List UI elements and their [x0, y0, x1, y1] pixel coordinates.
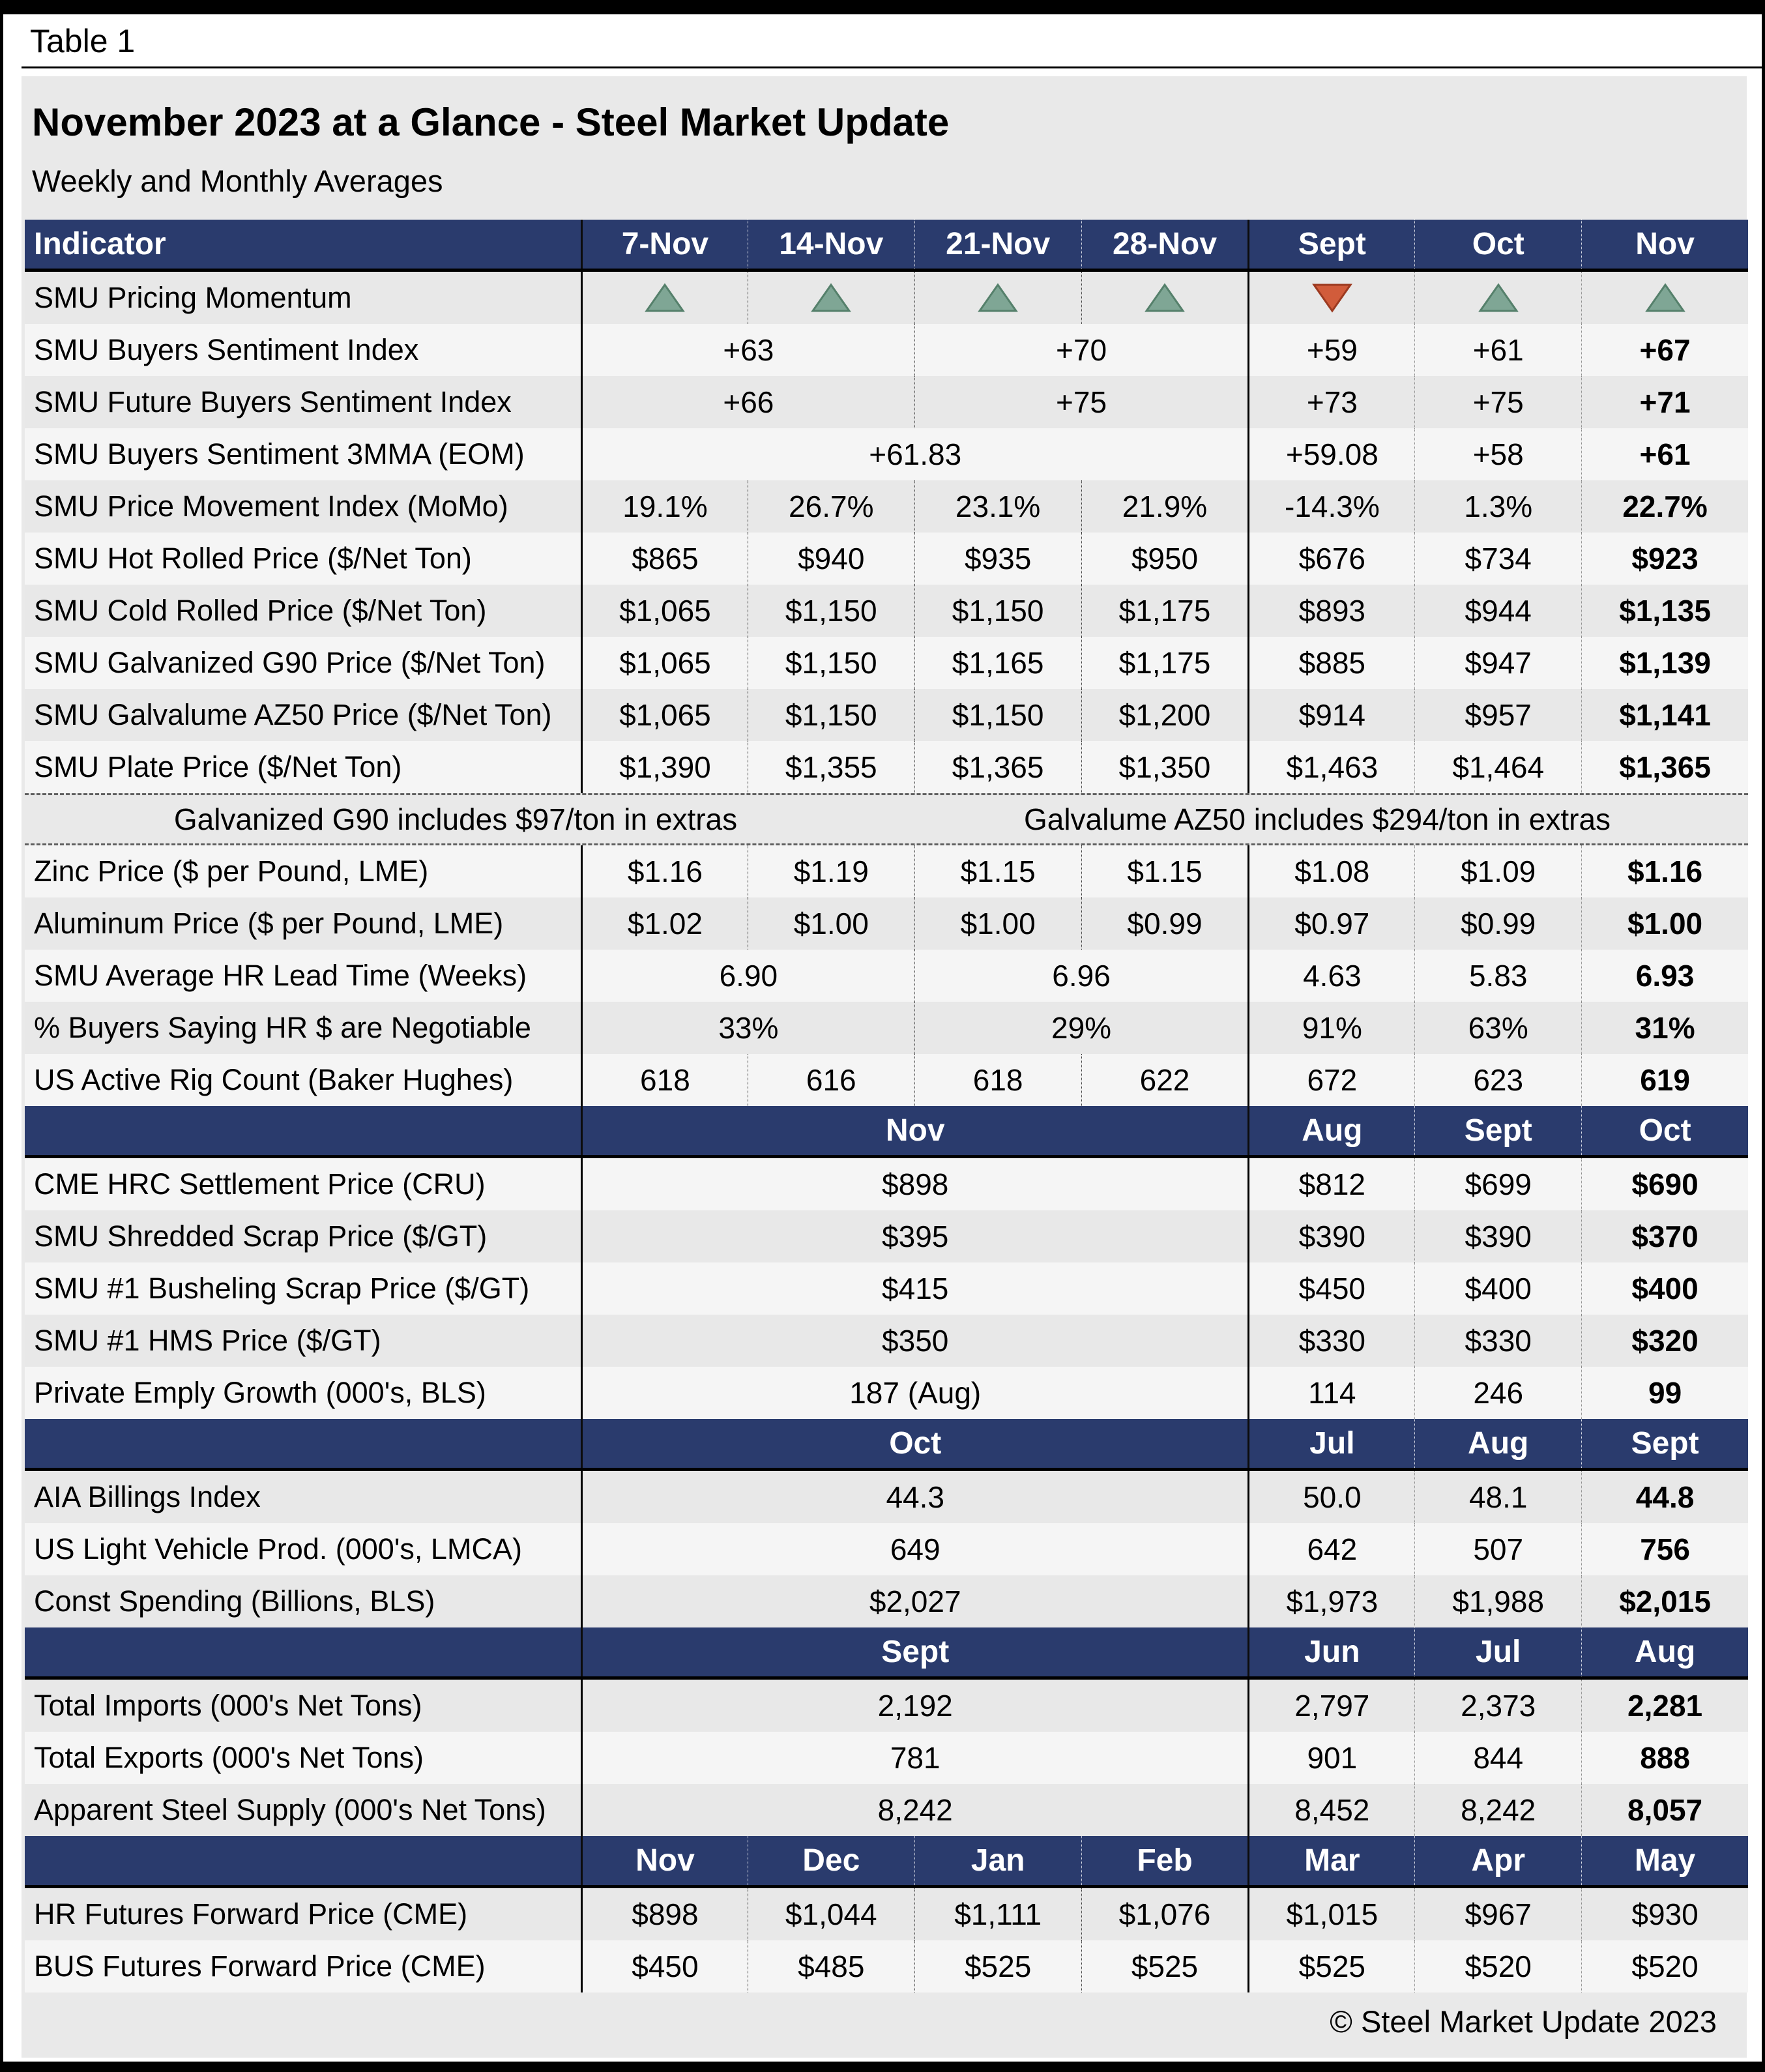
row-label: SMU Buyers Sentiment 3MMA (EOM): [34, 437, 525, 471]
row-label: SMU Price Movement Index (MoMo): [34, 489, 508, 523]
value-cell: $395: [581, 1210, 1247, 1262]
column-header: Aug: [1247, 1106, 1414, 1155]
momentum-up-icon: [1581, 272, 1748, 324]
row-label: SMU #1 Busheling Scrap Price ($/GT): [34, 1272, 530, 1305]
table-row: [25, 741, 1748, 793]
table-row: [25, 1680, 1748, 1732]
value-cell: $967: [1414, 1888, 1581, 1940]
value-cell: 888: [1581, 1732, 1748, 1784]
table-row: [25, 845, 1748, 897]
value-cell: +75: [1414, 376, 1581, 428]
value-cell: $898: [581, 1158, 1247, 1210]
value-cell: +75: [914, 376, 1248, 428]
value-cell: 114: [1247, 1367, 1414, 1419]
row-label: Const Spending (Billions, BLS): [34, 1584, 435, 1618]
column-header: Jul: [1247, 1419, 1414, 1468]
value-cell: 6.93: [1581, 950, 1748, 1002]
value-cell: 8,242: [1414, 1784, 1581, 1836]
row-label: SMU Shredded Scrap Price ($/GT): [34, 1219, 488, 1253]
value-cell: 187 (Aug): [581, 1367, 1247, 1419]
header-row: [25, 1627, 1748, 1680]
header-row: [25, 1419, 1748, 1471]
value-cell: 29%: [914, 1002, 1248, 1054]
value-cell: $1,065: [581, 637, 748, 689]
header-row: [25, 220, 1748, 272]
value-cell: 5.83: [1414, 950, 1581, 1002]
value-cell: 63%: [1414, 1002, 1581, 1054]
momentum-up-icon: [1081, 272, 1248, 324]
column-header: Sept: [1247, 220, 1414, 269]
value-cell: 623: [1414, 1054, 1581, 1106]
momentum-up-icon: [1414, 272, 1581, 324]
row-label: Aluminum Price ($ per Pound, LME): [34, 907, 504, 940]
row-label: HR Futures Forward Price (CME): [34, 1897, 468, 1931]
value-cell: $1,350: [1081, 741, 1248, 793]
table-row: [25, 1002, 1748, 1054]
column-header: Oct: [1414, 220, 1581, 269]
value-cell: $930: [1581, 1888, 1748, 1940]
page-title: November 2023 at a Glance - Steel Market Update: [32, 100, 950, 144]
row-label: Total Exports (000's Net Tons): [34, 1741, 424, 1774]
value-cell: 642: [1247, 1523, 1414, 1575]
row-label: % Buyers Saying HR $ are Negotiable: [34, 1011, 531, 1044]
value-cell: 48.1: [1414, 1471, 1581, 1523]
value-cell: $330: [1247, 1315, 1414, 1367]
value-cell: $1,150: [914, 689, 1081, 741]
value-cell: +71: [1581, 376, 1748, 428]
value-cell: 672: [1247, 1054, 1414, 1106]
value-cell: $2,015: [1581, 1575, 1748, 1627]
value-cell: 756: [1581, 1523, 1748, 1575]
value-cell: 26.7%: [748, 480, 914, 533]
row-label: Private Emply Growth (000's, BLS): [34, 1376, 486, 1409]
value-cell: $699: [1414, 1158, 1581, 1210]
table-row: [25, 637, 1748, 689]
value-cell: +59.08: [1247, 428, 1414, 480]
column-header: Feb: [1081, 1836, 1248, 1885]
row-label: US Light Vehicle Prod. (000's, LMCA): [34, 1532, 522, 1566]
row-label: SMU Hot Rolled Price ($/Net Ton): [34, 542, 472, 575]
table-row: [25, 1940, 1748, 1992]
value-cell: $0.99: [1414, 897, 1581, 950]
value-cell: +61: [1414, 324, 1581, 376]
column-header: Sept: [581, 1627, 1247, 1676]
value-cell: 649: [581, 1523, 1247, 1575]
value-cell: $1,988: [1414, 1575, 1581, 1627]
header-row: [25, 1836, 1748, 1888]
column-header: Jan: [914, 1836, 1081, 1885]
value-cell: $1,150: [748, 689, 914, 741]
value-cell: $1,365: [1581, 741, 1748, 793]
row-label: SMU Plate Price ($/Net Ton): [34, 750, 402, 783]
value-cell: $0.99: [1081, 897, 1248, 950]
value-cell: +73: [1247, 376, 1414, 428]
value-cell: $1.08: [1247, 845, 1414, 897]
table-row: [25, 376, 1748, 428]
column-header: Dec: [748, 1836, 914, 1885]
page-frame-right: [1762, 0, 1765, 2072]
value-cell: 246: [1414, 1367, 1581, 1419]
row-label: SMU Galvanized G90 Price ($/Net Ton): [34, 646, 546, 679]
row-label: SMU Buyers Sentiment Index: [34, 333, 419, 366]
value-cell: 6.96: [914, 950, 1248, 1002]
value-cell: 19.1%: [581, 480, 748, 533]
note-galvalume-extras: Galvalume AZ50 includes $294/ton in extras: [1023, 802, 1611, 836]
value-cell: $370: [1581, 1210, 1748, 1262]
value-cell: $525: [1247, 1940, 1414, 1992]
column-header: Mar: [1247, 1836, 1414, 1885]
table-row: [25, 1888, 1748, 1940]
table-row: [25, 950, 1748, 1002]
value-cell: +63: [581, 324, 914, 376]
value-cell: $1,065: [581, 585, 748, 637]
value-cell: $1.15: [914, 845, 1081, 897]
momentum-up-icon: [914, 272, 1081, 324]
value-cell: $450: [581, 1940, 748, 1992]
column-header: Jun: [1247, 1627, 1414, 1676]
value-cell: $1,175: [1081, 585, 1248, 637]
table-row: [25, 1523, 1748, 1575]
note-galvanized-extras: Galvanized G90 includes $97/ton in extras: [173, 802, 738, 836]
value-cell: $1.00: [914, 897, 1081, 950]
column-header: May: [1581, 1836, 1748, 1885]
value-cell: $898: [581, 1888, 748, 1940]
row-label: SMU Future Buyers Sentiment Index: [34, 385, 512, 418]
table-row: [25, 1784, 1748, 1836]
value-cell: $734: [1414, 533, 1581, 585]
column-header: Sept: [1581, 1419, 1748, 1468]
table-row: [25, 324, 1748, 376]
value-cell: $520: [1414, 1940, 1581, 1992]
value-cell: 781: [581, 1732, 1247, 1784]
table-row: [25, 1262, 1748, 1315]
column-header: Indicator: [34, 227, 166, 261]
value-cell: $676: [1247, 533, 1414, 585]
column-header: Aug: [1414, 1419, 1581, 1468]
momentum-up-icon: [748, 272, 914, 324]
row-label: Total Imports (000's Net Tons): [34, 1689, 422, 1722]
value-cell: $450: [1247, 1262, 1414, 1315]
row-label: US Active Rig Count (Baker Hughes): [34, 1063, 514, 1096]
value-cell: 618: [581, 1054, 748, 1106]
value-cell: 2,373: [1414, 1680, 1581, 1732]
value-cell: $1,150: [748, 585, 914, 637]
value-cell: 21.9%: [1081, 480, 1248, 533]
value-cell: 8,057: [1581, 1784, 1748, 1836]
value-cell: $865: [581, 533, 748, 585]
row-label: SMU #1 HMS Price ($/GT): [34, 1324, 381, 1357]
page-subtitle: Weekly and Monthly Averages: [32, 164, 443, 198]
value-cell: 618: [914, 1054, 1081, 1106]
header-blank-cell: [25, 1106, 581, 1155]
value-cell: $1.16: [581, 845, 748, 897]
row-label: SMU Cold Rolled Price ($/Net Ton): [34, 594, 487, 627]
column-header: Oct: [581, 1419, 1247, 1468]
value-cell: 99: [1581, 1367, 1748, 1419]
value-cell: $1,175: [1081, 637, 1248, 689]
value-cell: $525: [914, 1940, 1081, 1992]
value-cell: $947: [1414, 637, 1581, 689]
value-cell: $957: [1414, 689, 1581, 741]
value-cell: $1,365: [914, 741, 1081, 793]
row-label: Zinc Price ($ per Pound, LME): [34, 854, 429, 888]
value-cell: $1,135: [1581, 585, 1748, 637]
value-cell: 8,452: [1247, 1784, 1414, 1836]
value-cell: $1.15: [1081, 845, 1248, 897]
value-cell: $885: [1247, 637, 1414, 689]
value-cell: $1.00: [1581, 897, 1748, 950]
column-header: Oct: [1581, 1106, 1748, 1155]
value-cell: $525: [1081, 1940, 1248, 1992]
value-cell: $1,165: [914, 637, 1081, 689]
value-cell: $940: [748, 533, 914, 585]
value-cell: 31%: [1581, 1002, 1748, 1054]
value-cell: $1,973: [1247, 1575, 1414, 1627]
table-row: [25, 428, 1748, 480]
row-label: BUS Futures Forward Price (CME): [34, 1949, 486, 1983]
value-cell: $1,150: [748, 637, 914, 689]
table-row: [25, 1054, 1748, 1106]
value-cell: $1,015: [1247, 1888, 1414, 1940]
value-cell: $2,027: [581, 1575, 1247, 1627]
caption-divider: [22, 66, 1762, 68]
table-row: [25, 272, 1748, 324]
table-panel: [22, 76, 1747, 2058]
value-cell: $893: [1247, 585, 1414, 637]
table-row: [25, 1210, 1748, 1262]
column-header: Nov: [581, 1836, 748, 1885]
value-cell: +67: [1581, 324, 1748, 376]
value-cell: $520: [1581, 1940, 1748, 1992]
value-cell: 4.63: [1247, 950, 1414, 1002]
value-cell: $690: [1581, 1158, 1748, 1210]
table-row: [25, 533, 1748, 585]
table-row: [25, 1158, 1748, 1210]
value-cell: +61.83: [581, 428, 1247, 480]
header-row: [25, 1106, 1748, 1158]
header-blank-cell: [25, 1627, 581, 1676]
value-cell: $390: [1247, 1210, 1414, 1262]
value-cell: $1.02: [581, 897, 748, 950]
table-row: [25, 1732, 1748, 1784]
header-blank-cell: [25, 1836, 581, 1885]
column-header: Aug: [1581, 1627, 1748, 1676]
value-cell: $1.00: [748, 897, 914, 950]
value-cell: $1.09: [1414, 845, 1581, 897]
column-header: 7-Nov: [581, 220, 748, 269]
steel-table: [25, 220, 1748, 1992]
page-frame-left: [0, 0, 3, 2072]
value-cell: $350: [581, 1315, 1247, 1367]
value-cell: $1,076: [1081, 1888, 1248, 1940]
row-label: Apparent Steel Supply (000's Net Tons): [34, 1793, 546, 1826]
value-cell: $1,150: [914, 585, 1081, 637]
value-cell: 622: [1081, 1054, 1248, 1106]
page-frame-bottom: [0, 2062, 1765, 2072]
value-cell: 901: [1247, 1732, 1414, 1784]
value-cell: 50.0: [1247, 1471, 1414, 1523]
value-cell: 44.3: [581, 1471, 1247, 1523]
header-blank-cell: [25, 1419, 581, 1468]
value-cell: $914: [1247, 689, 1414, 741]
table-row: [25, 1315, 1748, 1367]
row-label: AIA Billings Index: [34, 1480, 261, 1513]
table-row: [25, 1367, 1748, 1419]
column-header: 21-Nov: [914, 220, 1081, 269]
table-row: [25, 1471, 1748, 1523]
value-cell: $1,065: [581, 689, 748, 741]
table-row: [25, 689, 1748, 741]
value-cell: $1,139: [1581, 637, 1748, 689]
page-frame-top: [0, 0, 1765, 14]
value-cell: 33%: [581, 1002, 914, 1054]
table-row: [25, 897, 1748, 950]
value-cell: $944: [1414, 585, 1581, 637]
table-row: [25, 480, 1748, 533]
value-cell: 23.1%: [914, 480, 1081, 533]
momentum-up-icon: [581, 272, 748, 324]
table-caption: Table 1: [30, 23, 136, 59]
row-label: SMU Galvalume AZ50 Price ($/Net Ton): [34, 698, 552, 731]
value-cell: $1.19: [748, 845, 914, 897]
row-label: SMU Average HR Lead Time (Weeks): [34, 959, 527, 992]
value-cell: $1,390: [581, 741, 748, 793]
value-cell: +59: [1247, 324, 1414, 376]
value-cell: +61: [1581, 428, 1748, 480]
value-cell: $1,463: [1247, 741, 1414, 793]
momentum-down-icon: [1247, 272, 1414, 324]
value-cell: $0.97: [1247, 897, 1414, 950]
value-cell: 2,797: [1247, 1680, 1414, 1732]
value-cell: 44.8: [1581, 1471, 1748, 1523]
value-cell: 616: [748, 1054, 914, 1106]
value-cell: -14.3%: [1247, 480, 1414, 533]
value-cell: +58: [1414, 428, 1581, 480]
value-cell: $812: [1247, 1158, 1414, 1210]
extras-note-row: [25, 793, 1748, 845]
value-cell: +70: [914, 324, 1248, 376]
value-cell: 507: [1414, 1523, 1581, 1575]
value-cell: +66: [581, 376, 914, 428]
value-cell: $485: [748, 1940, 914, 1992]
value-cell: 844: [1414, 1732, 1581, 1784]
column-header: Nov: [1581, 220, 1748, 269]
row-label: CME HRC Settlement Price (CRU): [34, 1167, 486, 1201]
value-cell: 91%: [1247, 1002, 1414, 1054]
table-row: [25, 585, 1748, 637]
value-cell: $950: [1081, 533, 1248, 585]
value-cell: 619: [1581, 1054, 1748, 1106]
table-row: [25, 1575, 1748, 1627]
value-cell: $1,044: [748, 1888, 914, 1940]
column-header: 28-Nov: [1081, 220, 1248, 269]
value-cell: $1,464: [1414, 741, 1581, 793]
column-header: 14-Nov: [748, 220, 914, 269]
value-cell: $1.16: [1581, 845, 1748, 897]
value-cell: $1,355: [748, 741, 914, 793]
value-cell: 22.7%: [1581, 480, 1748, 533]
column-header: Sept: [1414, 1106, 1581, 1155]
column-header: Jul: [1414, 1627, 1581, 1676]
value-cell: $330: [1414, 1315, 1581, 1367]
value-cell: $320: [1581, 1315, 1748, 1367]
value-cell: 2,281: [1581, 1680, 1748, 1732]
value-cell: $415: [581, 1262, 1247, 1315]
copyright-notice: © Steel Market Update 2023: [1330, 2004, 1717, 2039]
column-header: Apr: [1414, 1836, 1581, 1885]
column-header: Nov: [581, 1106, 1247, 1155]
value-cell: $400: [1414, 1262, 1581, 1315]
value-cell: 6.90: [581, 950, 914, 1002]
value-cell: 2,192: [581, 1680, 1247, 1732]
value-cell: 1.3%: [1414, 480, 1581, 533]
value-cell: $935: [914, 533, 1081, 585]
value-cell: $1,111: [914, 1888, 1081, 1940]
value-cell: $1,141: [1581, 689, 1748, 741]
row-label: SMU Pricing Momentum: [34, 281, 352, 314]
value-cell: 8,242: [581, 1784, 1247, 1836]
value-cell: $400: [1581, 1262, 1748, 1315]
value-cell: $1,200: [1081, 689, 1248, 741]
value-cell: $390: [1414, 1210, 1581, 1262]
value-cell: $923: [1581, 533, 1748, 585]
